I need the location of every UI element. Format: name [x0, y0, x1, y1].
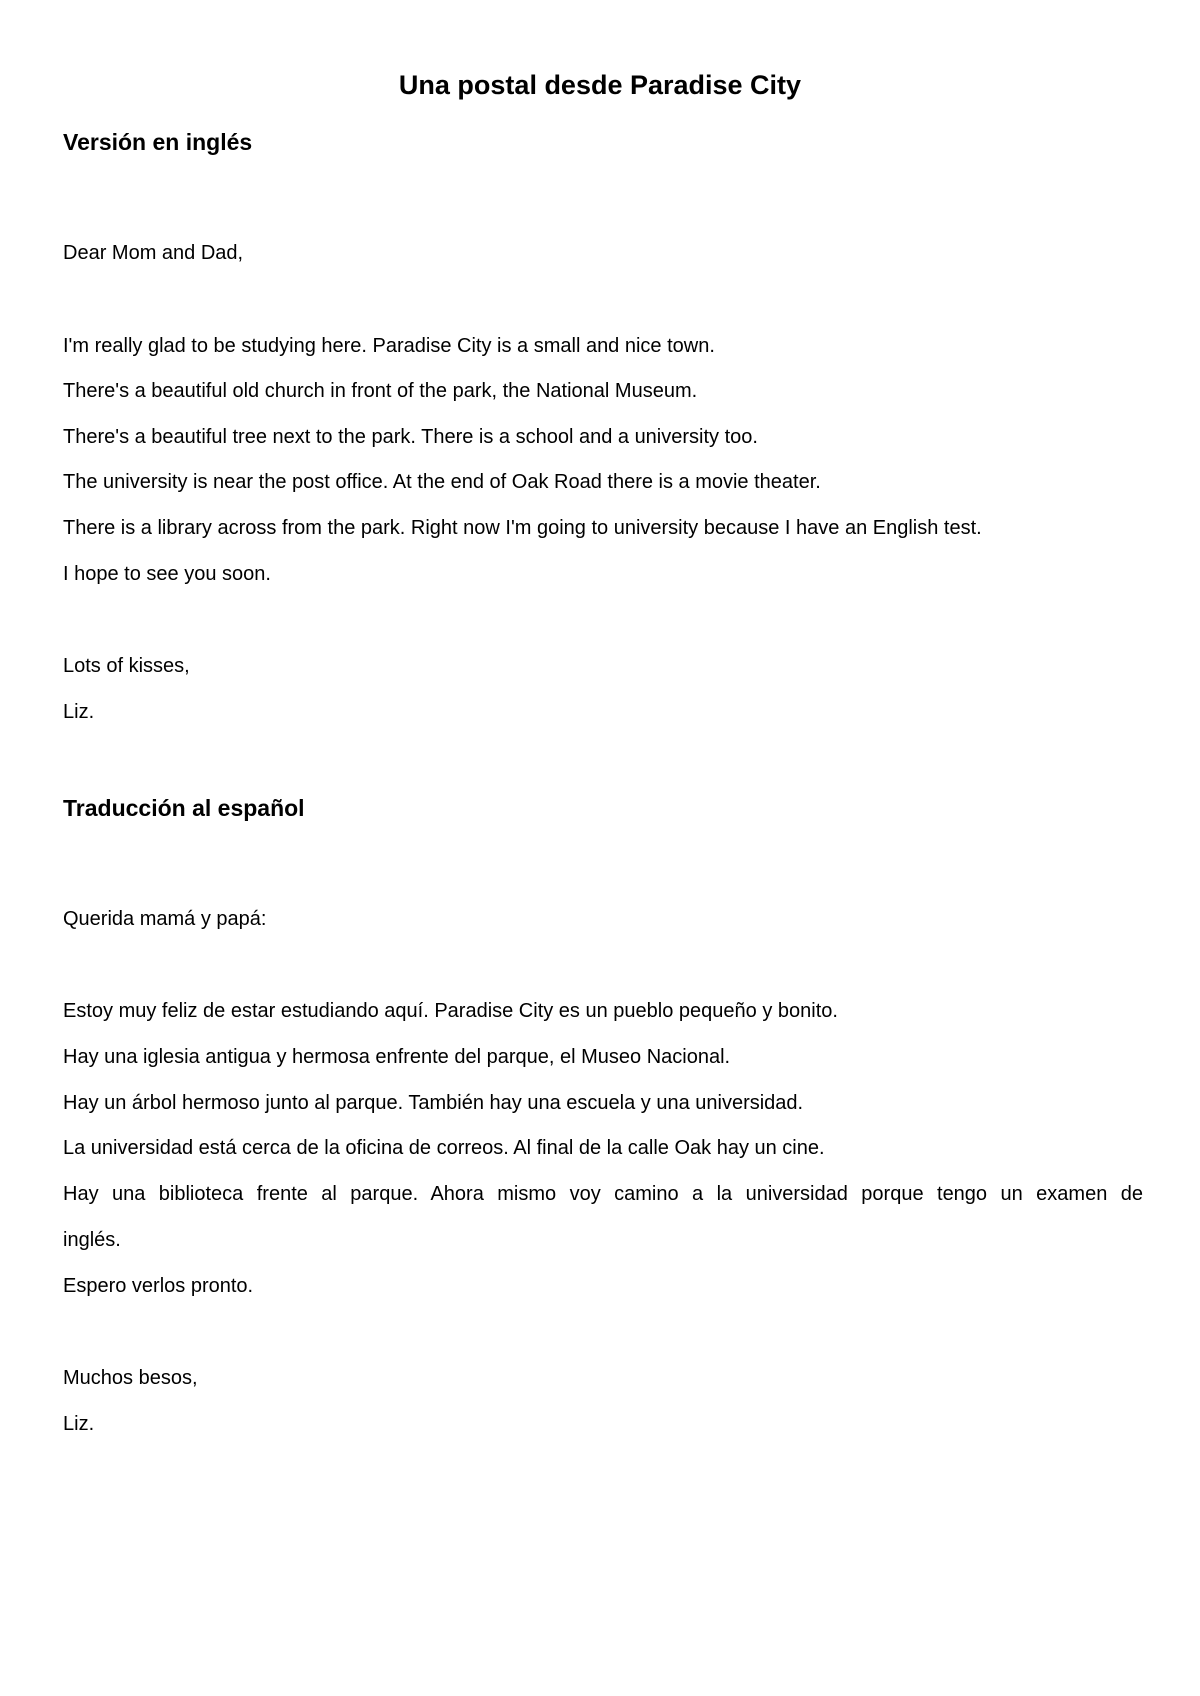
english-body-line: I'm really glad to be studying here. Paradise City is a small and nice town.	[63, 335, 715, 357]
spanish-body-line: Espero verlos pronto.	[63, 1275, 254, 1297]
english-body-line: The university is near the post office. At the end of Oak Road there is a movie theater.	[63, 471, 821, 493]
english-body-line: There is a library across from the park. Right now I'm going to university because I have an English test.	[63, 517, 982, 539]
english-body-line: There's a beautiful tree next to the park. There is a school and a university too.	[63, 426, 758, 448]
spanish-greeting: Querida mamá y papá:	[63, 908, 267, 930]
spanish-body-line: Hay una iglesia antigua y hermosa enfrente del parque, el Museo Nacional.	[63, 1046, 731, 1068]
english-section-heading: Versión en inglés	[63, 129, 253, 155]
spanish-section-heading: Traducción al español	[63, 795, 305, 821]
english-greeting: Dear Mom and Dad,	[63, 242, 244, 264]
spanish-signature: Liz.	[63, 1413, 95, 1435]
spanish-body-line: Hay una biblioteca frente al parque. Ahora mismo voy camino a la universidad porque tengo un examen de	[63, 1183, 1143, 1205]
english-body-line: There's a beautiful old church in front of the park, the National Museum.	[63, 380, 698, 402]
document-title: Una postal desde Paradise City	[398, 70, 802, 100]
spanish-body-line: Estoy muy feliz de estar estudiando aquí. Paradise City es un pueblo pequeño y bonito.	[63, 1000, 838, 1022]
spanish-body-line: La universidad está cerca de la oficina de correos. Al final de la calle Oak hay un cine.	[63, 1137, 825, 1159]
spanish-body-line: inglés.	[63, 1229, 121, 1251]
spanish-closing: Muchos besos,	[63, 1367, 198, 1389]
english-closing: Lots of kisses,	[63, 655, 190, 677]
spanish-body-line: Hay un árbol hermoso junto al parque. También hay una escuela y una universidad.	[63, 1092, 804, 1114]
english-signature: Liz.	[63, 701, 95, 723]
english-body-line: I hope to see you soon.	[63, 563, 271, 585]
